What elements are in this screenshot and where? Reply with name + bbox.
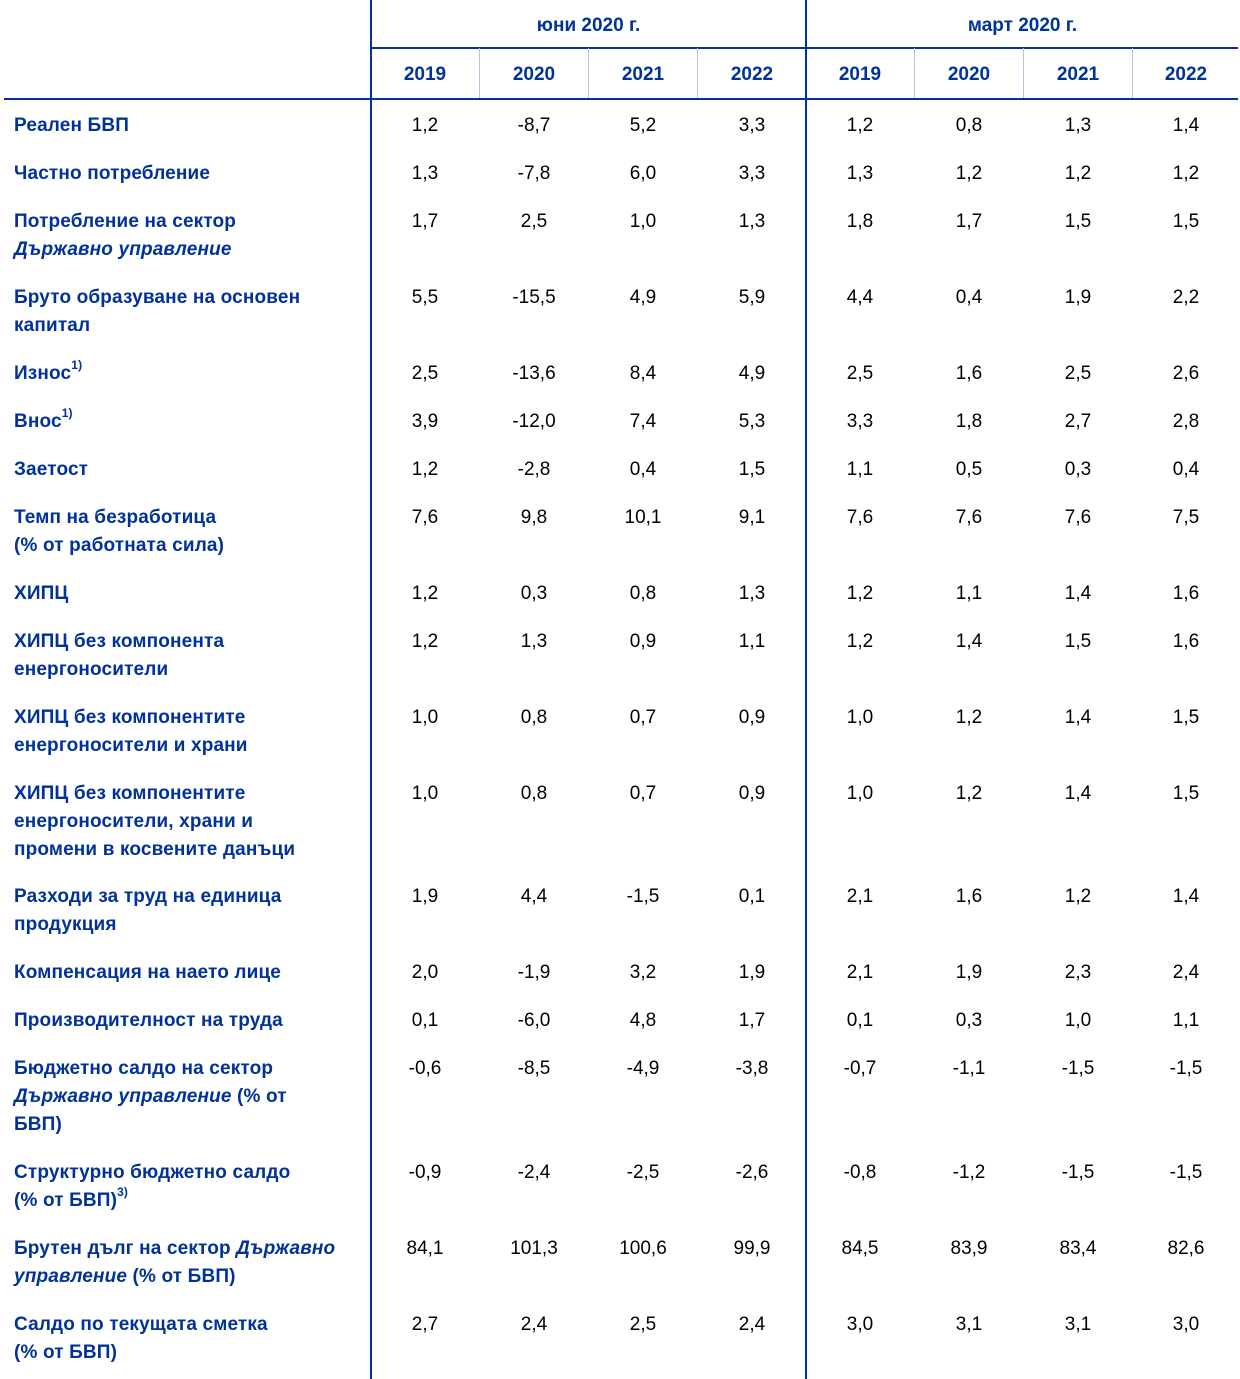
table-cell: 83,4 xyxy=(1059,1238,1097,1259)
table-cell: 0,9 xyxy=(629,631,657,652)
table-cell: 1,0 xyxy=(1064,1010,1092,1031)
table-cell: 5,9 xyxy=(738,287,766,308)
table-cell: 7,6 xyxy=(411,507,439,528)
table-cell: -0,9 xyxy=(408,1162,442,1183)
table-cell: 4,4 xyxy=(520,886,548,907)
table-cell: 1,1 xyxy=(1172,1010,1200,1031)
table-cell: 1,5 xyxy=(1172,783,1200,804)
table-cell: 7,6 xyxy=(955,507,983,528)
row-label-hicp-ex-energy: ХИПЦ без компонента енергоносители xyxy=(14,631,225,680)
table-cell: 82,6 xyxy=(1167,1238,1205,1259)
table-cell: -1,5 xyxy=(1061,1162,1095,1183)
table-cell: 1,2 xyxy=(955,163,983,184)
row-label-unemployment-rate: Темп на безработица (% от работната сила) xyxy=(14,507,225,556)
table-cell: 1,2 xyxy=(846,583,874,604)
table-cell: 1,6 xyxy=(955,363,983,384)
table-cell: 0,4 xyxy=(1172,459,1200,480)
year-header: 2020 xyxy=(512,64,556,85)
table-cell: 9,1 xyxy=(738,507,766,528)
table-cell: 1,1 xyxy=(955,583,983,604)
table-cell: -0,7 xyxy=(843,1058,877,1079)
table-cell: -1,5 xyxy=(1169,1162,1203,1183)
table-cell: -13,6 xyxy=(512,363,556,384)
table-cell: 1,8 xyxy=(955,411,983,432)
table-cell: 2,5 xyxy=(1064,363,1092,384)
row-label-hicp-ex-energy-food: ХИПЦ без компонентите енергоносители и храни xyxy=(14,707,248,756)
table-cell: -8,5 xyxy=(517,1058,551,1079)
table-cell: 1,3 xyxy=(738,211,766,232)
table-cell: 1,7 xyxy=(411,211,439,232)
table-cell: 0,9 xyxy=(738,783,766,804)
table-cell: -8,7 xyxy=(517,115,551,136)
table-cell: 5,2 xyxy=(629,115,657,136)
table-cell: 0,4 xyxy=(629,459,657,480)
table-cell: 2,2 xyxy=(1172,287,1200,308)
row-label-government-consumption: Потребление на сектор Държавно управление xyxy=(14,211,237,260)
year-header: 2019 xyxy=(403,64,447,85)
table-cell: 1,4 xyxy=(1172,886,1200,907)
footnote-marker: 3) xyxy=(117,1184,129,1199)
year-header: 2021 xyxy=(1056,64,1100,85)
table-cell: 101,3 xyxy=(510,1238,558,1259)
table-cell: 1,9 xyxy=(411,886,439,907)
table-cell: 1,0 xyxy=(411,783,439,804)
table-cell: 3,2 xyxy=(629,962,657,983)
row-label-gross-debt: Брутен дълг на сектор Държавно управление (% от БВП) xyxy=(14,1238,336,1287)
table-cell: -15,5 xyxy=(512,287,556,308)
table-cell: -1,5 xyxy=(1169,1058,1203,1079)
table-cell: -1,5 xyxy=(626,886,660,907)
table-cell: 2,7 xyxy=(1064,411,1092,432)
table-cell: 5,5 xyxy=(411,287,439,308)
table-cell: 3,0 xyxy=(1172,1314,1200,1335)
table-cell: 7,6 xyxy=(1064,507,1092,528)
row-label-exports: Износ$^{1)}$ xyxy=(14,357,83,384)
table-cell: -4,9 xyxy=(626,1058,660,1079)
table-cell: -1,9 xyxy=(517,962,551,983)
table-cell: 84,1 xyxy=(406,1238,444,1259)
table-cell: 5,3 xyxy=(738,411,766,432)
table-cell: 8,4 xyxy=(629,363,657,384)
table-cell: 0,5 xyxy=(955,459,983,480)
table-cell: 4,9 xyxy=(629,287,657,308)
table-cell: 1,5 xyxy=(738,459,766,480)
table-cell: 0,1 xyxy=(411,1010,439,1031)
table-cell: 2,5 xyxy=(846,363,874,384)
table-cell: 1,2 xyxy=(846,115,874,136)
year-header: 2020 xyxy=(947,64,991,85)
table-cell: 1,4 xyxy=(955,631,983,652)
table-cell: 1,1 xyxy=(846,459,874,480)
table-cell: 10,1 xyxy=(624,507,662,528)
table-cell: 1,2 xyxy=(955,707,983,728)
table-cell: 2,5 xyxy=(411,363,439,384)
row-label-labour-productivity: Производителност на труда xyxy=(14,1010,283,1031)
table-cell: 2,5 xyxy=(629,1314,657,1335)
table-cell: 0,4 xyxy=(955,287,983,308)
table-cell: 99,9 xyxy=(733,1238,771,1259)
table-cell: 1,5 xyxy=(1172,211,1200,232)
row-label-gross-fixed-capital: Бруто образуване на основен капитал xyxy=(14,287,301,336)
table-cell: 7,6 xyxy=(846,507,874,528)
table-cell: 1,3 xyxy=(738,583,766,604)
table-cell: -2,8 xyxy=(517,459,551,480)
table-cell: 4,4 xyxy=(846,287,874,308)
table-cell: 3,9 xyxy=(411,411,439,432)
table-cell: 0,8 xyxy=(629,583,657,604)
group-header-june: юни 2020 г. xyxy=(536,15,641,36)
table-cell: 1,9 xyxy=(955,962,983,983)
table-cell: 1,2 xyxy=(411,115,439,136)
row-label-compensation-per-employee: Компенсация на наето лице xyxy=(14,962,281,983)
table-cell: -1,2 xyxy=(952,1162,986,1183)
row-label-budget-balance: Бюджетно салдо на сектор Държавно управление (% от БВП) xyxy=(14,1058,287,1135)
table-cell: 1,2 xyxy=(411,459,439,480)
table-cell: 2,3 xyxy=(1064,962,1092,983)
header-bottom-rule xyxy=(4,98,1238,100)
table-cell: 2,4 xyxy=(738,1314,766,1335)
table-cell: 1,5 xyxy=(1064,631,1092,652)
group-header-march: март 2020 г. xyxy=(967,15,1078,36)
table-cell: 1,6 xyxy=(955,886,983,907)
table-cell: 1,2 xyxy=(411,583,439,604)
table-cell: 1,9 xyxy=(1064,287,1092,308)
table-cell: -6,0 xyxy=(517,1010,551,1031)
table-cell: 1,7 xyxy=(955,211,983,232)
table-cell: 1,3 xyxy=(1064,115,1092,136)
row-label-unit-labour-costs: Разходи за труд на единица продукция xyxy=(14,886,282,935)
row-label-current-account: Салдо по текущата сметка (% от БВП) xyxy=(14,1314,268,1363)
table-cell: 1,9 xyxy=(738,962,766,983)
table-cell: 3,1 xyxy=(955,1314,983,1335)
table-cell: 2,6 xyxy=(1172,363,1200,384)
table-cell: 0,7 xyxy=(629,783,657,804)
table-cell: 0,1 xyxy=(738,886,766,907)
table-cell: 1,6 xyxy=(1172,631,1200,652)
table-cell: 3,3 xyxy=(846,411,874,432)
row-label-hicp: ХИПЦ xyxy=(14,583,69,604)
table-cell: 1,2 xyxy=(955,783,983,804)
table-cell: 0,8 xyxy=(955,115,983,136)
table-cell: 7,5 xyxy=(1172,507,1200,528)
table-cell: 1,5 xyxy=(1172,707,1200,728)
table-cell: 2,7 xyxy=(411,1314,439,1335)
year-header: 2019 xyxy=(838,64,882,85)
table-cell: 84,5 xyxy=(841,1238,879,1259)
table-cell: 2,4 xyxy=(520,1314,548,1335)
table-cell: 1,2 xyxy=(846,631,874,652)
table-cell: 2,0 xyxy=(411,962,439,983)
table-cell: 1,3 xyxy=(411,163,439,184)
table-cell: -2,4 xyxy=(517,1162,551,1183)
row-label-imports: Внос$^{1)}$ xyxy=(14,405,73,432)
table-cell: 3,0 xyxy=(846,1314,874,1335)
row-label-real-gdp: Реален БВП xyxy=(14,115,130,136)
table-cell: 100,6 xyxy=(619,1238,667,1259)
table-cell: -2,6 xyxy=(735,1162,769,1183)
table-cell: 1,7 xyxy=(738,1010,766,1031)
table-cell: -12,0 xyxy=(512,411,556,432)
group-header-rule xyxy=(370,47,1238,49)
table-cell: 1,8 xyxy=(846,211,874,232)
table-cell: 0,8 xyxy=(520,707,548,728)
year-header: 2021 xyxy=(621,64,665,85)
table-cell: 1,0 xyxy=(629,211,657,232)
table-cell: 83,9 xyxy=(950,1238,988,1259)
table-cell: 1,4 xyxy=(1064,783,1092,804)
table-cell: 3,1 xyxy=(1064,1314,1092,1335)
footnote-marker: 1) xyxy=(61,405,73,420)
row-label-structural-budget-balance: Структурно бюджетно салдо (% от БВП)$^{3)}$ xyxy=(14,1162,291,1211)
table-cell: 1,0 xyxy=(411,707,439,728)
table-cell: 1,2 xyxy=(1064,163,1092,184)
table-cell: -0,8 xyxy=(843,1162,877,1183)
table-cell: 1,4 xyxy=(1064,707,1092,728)
table-cell: -7,8 xyxy=(517,163,551,184)
table-cell: 0,8 xyxy=(520,783,548,804)
table-cell: 0,7 xyxy=(629,707,657,728)
table-cell: -1,5 xyxy=(1061,1058,1095,1079)
row-label-employment: Заетост xyxy=(14,459,89,480)
table-cell: 1,5 xyxy=(1064,211,1092,232)
table-cell: 7,4 xyxy=(629,411,657,432)
table-cell: -0,6 xyxy=(408,1058,442,1079)
table-cell: 3,3 xyxy=(738,115,766,136)
table-cell: 1,6 xyxy=(1172,583,1200,604)
table-cell: 0,3 xyxy=(1064,459,1092,480)
table-cell: 1,1 xyxy=(738,631,766,652)
table-cell: 9,8 xyxy=(520,507,548,528)
table-cell: 2,4 xyxy=(1172,962,1200,983)
table-cell: -3,8 xyxy=(735,1058,769,1079)
table-cell: 0,1 xyxy=(846,1010,874,1031)
table-cell: -2,5 xyxy=(626,1162,660,1183)
table-cell: 2,8 xyxy=(1172,411,1200,432)
table-cell: 1,3 xyxy=(520,631,548,652)
table-cell: 1,2 xyxy=(1172,163,1200,184)
table-cell: 3,3 xyxy=(738,163,766,184)
table-cell: 1,4 xyxy=(1172,115,1200,136)
year-header: 2022 xyxy=(730,64,774,85)
table-cell: 0,3 xyxy=(955,1010,983,1031)
table-cell: 1,4 xyxy=(1064,583,1092,604)
table-cell: 2,1 xyxy=(846,886,874,907)
table-cell: 2,5 xyxy=(520,211,548,232)
table-cell: 4,9 xyxy=(738,363,766,384)
table-cell: 0,9 xyxy=(738,707,766,728)
table-cell: 1,2 xyxy=(411,631,439,652)
table-cell: 1,0 xyxy=(846,707,874,728)
row-label-hicp-ex-energy-food-tax: ХИПЦ без компонентите енергоносители, храни и промени в косвените данъци xyxy=(14,783,296,860)
table-cell: 4,8 xyxy=(629,1010,657,1031)
year-header: 2022 xyxy=(1164,64,1208,85)
footnote-marker: 1) xyxy=(71,357,83,372)
table-cell: 6,0 xyxy=(629,163,657,184)
table-cell: 0,3 xyxy=(520,583,548,604)
table-cell: 1,0 xyxy=(846,783,874,804)
table-cell: 2,1 xyxy=(846,962,874,983)
table-cell: -1,1 xyxy=(952,1058,986,1079)
table-cell: 1,3 xyxy=(846,163,874,184)
table-cell: 1,2 xyxy=(1064,886,1092,907)
row-label-private-consumption: Частно потребление xyxy=(14,163,211,184)
